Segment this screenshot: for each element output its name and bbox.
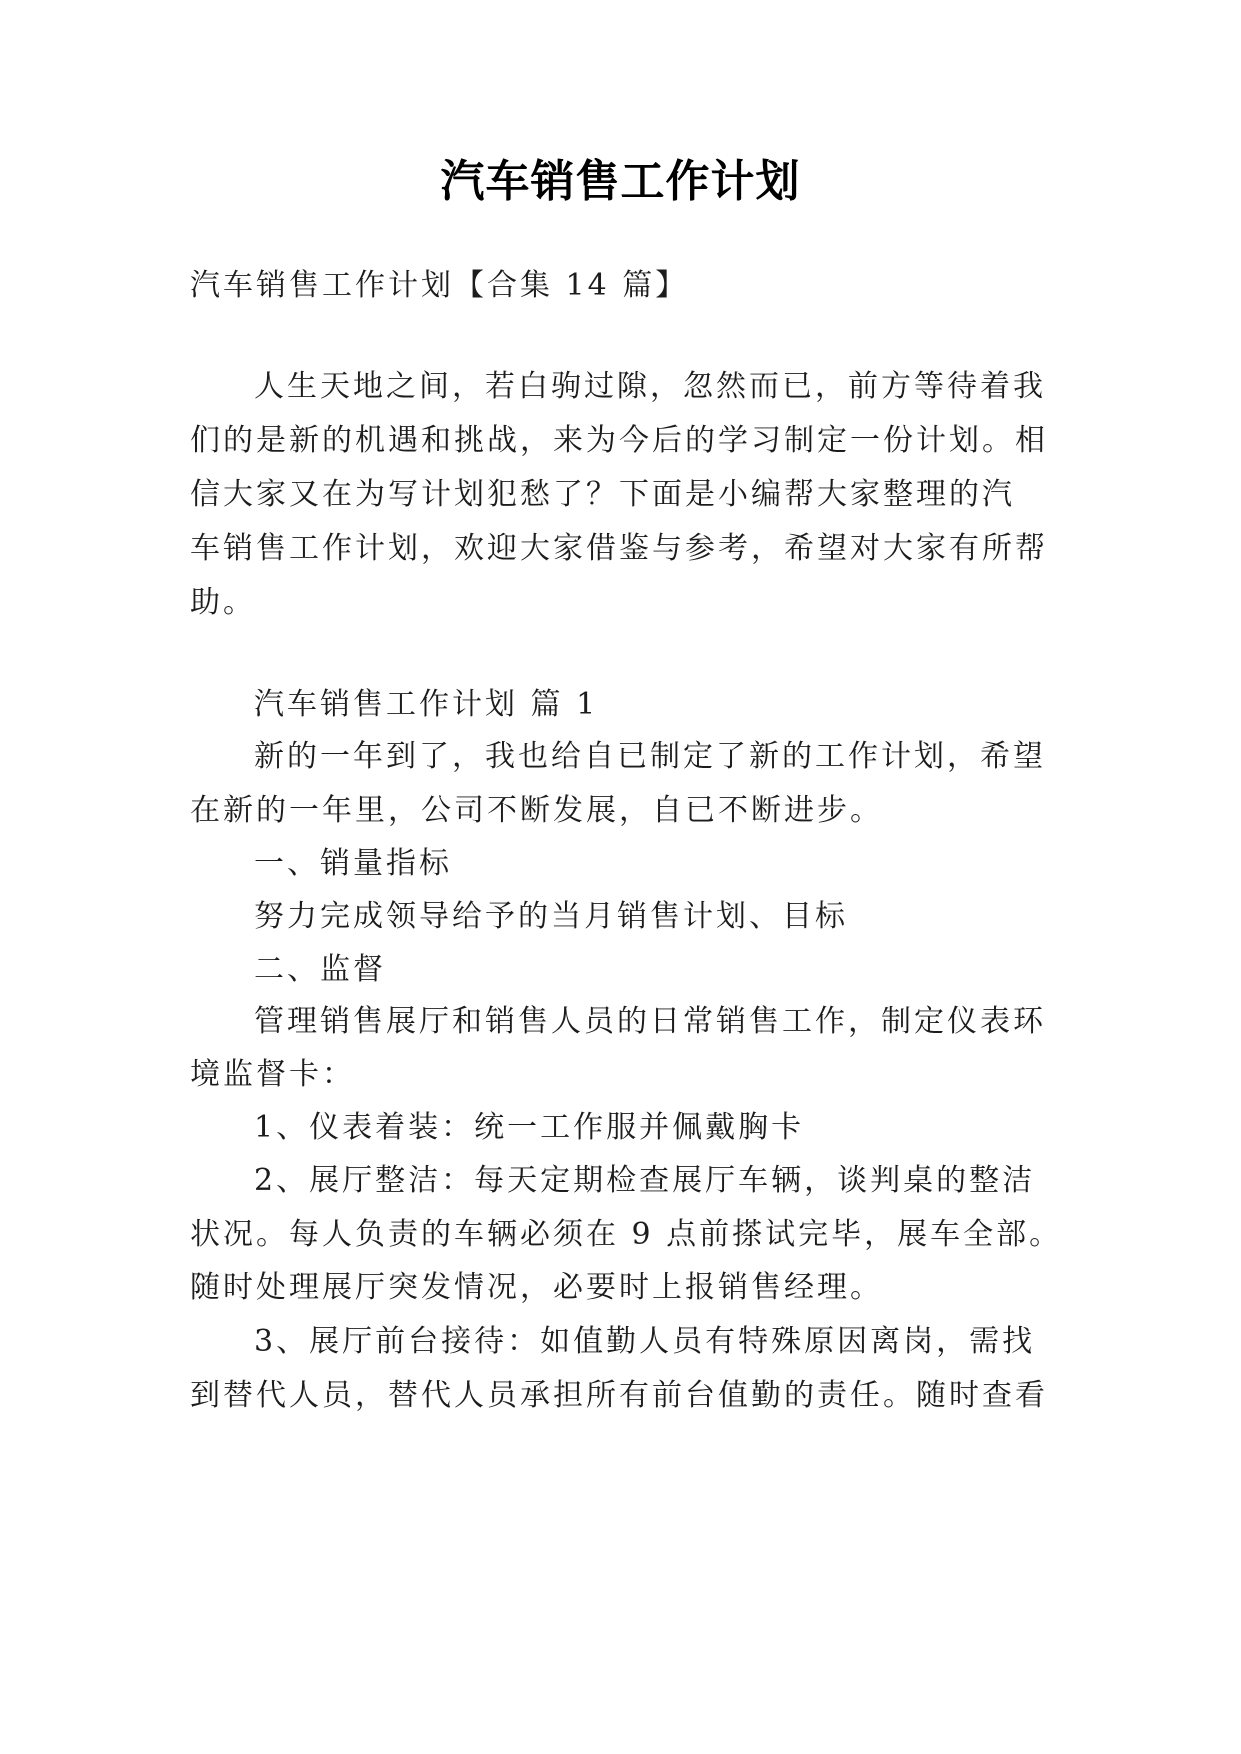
- body-line: 一、销量指标: [254, 846, 452, 881]
- intro-line: 人生天地之间，若白驹过隙，忽然而已，前方等待着我: [254, 369, 1046, 404]
- body-line: 在新的一年里，公司不断发展，自已不断进步。: [190, 793, 883, 828]
- document-title: 汽车销售工作计划: [440, 156, 801, 207]
- section-heading: 汽车销售工作计划 篇 1: [254, 687, 599, 722]
- document-subtitle: 汽车销售工作计划【合集 14 篇】: [190, 268, 689, 303]
- body-line: 境监督卡：: [190, 1057, 355, 1092]
- body-line: 3、展厅前台接待：如值勤人员有特殊原因离岗，需找: [254, 1324, 1036, 1359]
- body-line: 状况。每人负责的车辆必须在 9 点前搽试完毕，展车全部。: [190, 1217, 1063, 1252]
- body-line: 到替代人员，替代人员承担所有前台值勤的责任。随时查看: [190, 1378, 1048, 1413]
- body-line: 随时处理展厅突发情况，必要时上报销售经理。: [190, 1270, 883, 1305]
- body-line: 二、监督: [254, 952, 386, 987]
- body-line: 2、展厅整洁：每天定期检查展厅车辆，谈判桌的整洁: [254, 1163, 1036, 1198]
- body-line: 新的一年到了，我也给自已制定了新的工作计划，希望: [254, 739, 1046, 774]
- body-line: 管理销售展厅和销售人员的日常销售工作，制定仪表环: [254, 1004, 1046, 1039]
- intro-line: 们的是新的机遇和挑战，来为今后的学习制定一份计划。相: [190, 423, 1048, 458]
- intro-line: 信大家又在为写计划犯愁了？下面是小编帮大家整理的汽: [190, 477, 1015, 512]
- body-line: 1、仪表着装：统一工作服并佩戴胸卡: [254, 1110, 805, 1145]
- body-line: 努力完成领导给予的当月销售计划、目标: [254, 899, 848, 934]
- intro-line: 助。: [190, 585, 256, 620]
- intro-line: 车销售工作计划，欢迎大家借鉴与参考，希望对大家有所帮: [190, 531, 1048, 566]
